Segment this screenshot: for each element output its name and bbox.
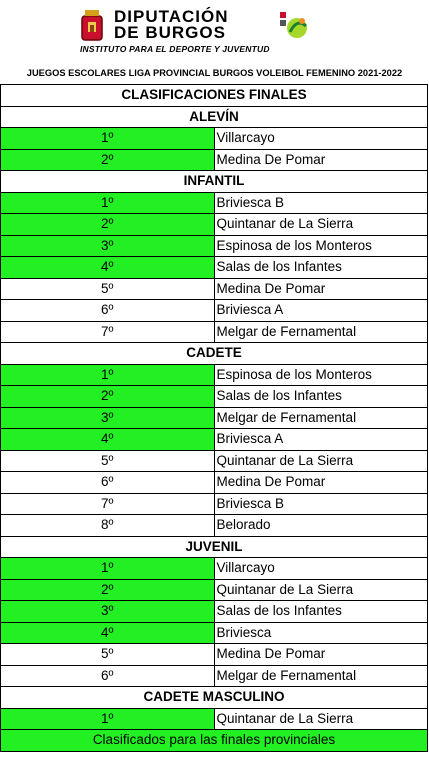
position-cell: 2º bbox=[1, 214, 215, 236]
document-title: JUEGOS ESCOLARES LIGA PROVINCIAL BURGOS VOLEIBOL FEMENINO 2021-2022 bbox=[26, 68, 403, 78]
position-cell: 5º bbox=[1, 278, 215, 300]
team-cell: Espinosa de los Monteros bbox=[214, 364, 428, 386]
table-row bbox=[1, 257, 428, 279]
position-cell: 1º bbox=[1, 558, 215, 580]
category-heading: JUVENIL bbox=[1, 536, 428, 558]
table-row bbox=[1, 300, 428, 322]
position-cell: 6º bbox=[1, 472, 215, 494]
table-row bbox=[1, 472, 428, 494]
team-cell: Villarcayo bbox=[214, 128, 428, 150]
table-row bbox=[1, 665, 428, 687]
table-heading: CLASIFICACIONES FINALES bbox=[1, 85, 428, 107]
table-row bbox=[1, 192, 428, 214]
position-cell: 4º bbox=[1, 429, 215, 451]
category-row bbox=[1, 687, 428, 709]
team-cell: Briviesca A bbox=[214, 429, 428, 451]
team-cell: Belorado bbox=[214, 515, 428, 537]
category-heading: CADETE bbox=[1, 343, 428, 365]
table-row bbox=[1, 386, 428, 408]
team-cell: Quintanar de La Sierra bbox=[214, 579, 428, 601]
table-row bbox=[1, 407, 428, 429]
team-cell: Medina De Pomar bbox=[214, 278, 428, 300]
team-cell: Villarcayo bbox=[214, 558, 428, 580]
team-cell: Briviesca B bbox=[214, 493, 428, 515]
table-row bbox=[1, 128, 428, 150]
position-cell: 1º bbox=[1, 192, 215, 214]
institute-logo-icon bbox=[280, 12, 310, 42]
team-cell: Briviesca A bbox=[214, 300, 428, 322]
position-cell: 6º bbox=[1, 665, 215, 687]
category-heading: ALEVÍN bbox=[1, 106, 428, 128]
position-cell: 2º bbox=[1, 579, 215, 601]
category-row bbox=[1, 536, 428, 558]
team-cell: Medina De Pomar bbox=[214, 472, 428, 494]
team-cell: Quintanar de La Sierra bbox=[214, 214, 428, 236]
team-cell: Salas de los Infantes bbox=[214, 601, 428, 623]
table-row bbox=[1, 644, 428, 666]
team-cell: Briviesca B bbox=[214, 192, 428, 214]
team-cell: Melgar de Fernamental bbox=[214, 407, 428, 429]
position-cell: 6º bbox=[1, 300, 215, 322]
legend-qualified: Clasificados para las finales provinciales bbox=[1, 730, 428, 752]
team-cell: Briviesca bbox=[214, 622, 428, 644]
category-heading: CADETE MASCULINO bbox=[1, 687, 428, 709]
table-row bbox=[1, 149, 428, 171]
table-row bbox=[1, 278, 428, 300]
footer-row bbox=[1, 730, 428, 752]
position-cell: 3º bbox=[1, 601, 215, 623]
position-cell: 3º bbox=[1, 235, 215, 257]
category-heading: INFANTIL bbox=[1, 171, 428, 193]
position-cell: 7º bbox=[1, 493, 215, 515]
table-row bbox=[1, 708, 428, 730]
position-cell: 1º bbox=[1, 128, 215, 150]
heading-row bbox=[1, 85, 428, 107]
position-cell: 8º bbox=[1, 515, 215, 537]
position-cell: 2º bbox=[1, 386, 215, 408]
table-row bbox=[1, 364, 428, 386]
position-cell: 4º bbox=[1, 257, 215, 279]
team-cell: Medina De Pomar bbox=[214, 149, 428, 171]
position-cell: 5º bbox=[1, 644, 215, 666]
table-row bbox=[1, 622, 428, 644]
table-row bbox=[1, 321, 428, 343]
team-cell: Salas de los Infantes bbox=[214, 386, 428, 408]
position-cell: 3º bbox=[1, 407, 215, 429]
table-row bbox=[1, 214, 428, 236]
position-cell: 5º bbox=[1, 450, 215, 472]
team-cell: Salas de los Infantes bbox=[214, 257, 428, 279]
category-row bbox=[1, 343, 428, 365]
table-row bbox=[1, 558, 428, 580]
brand-name-line1: DIPUTACIÓN bbox=[114, 7, 229, 26]
table-row bbox=[1, 515, 428, 537]
position-cell: 7º bbox=[1, 321, 215, 343]
team-cell: Quintanar de La Sierra bbox=[214, 450, 428, 472]
standings-table bbox=[0, 84, 428, 752]
table-row bbox=[1, 579, 428, 601]
table-row bbox=[1, 429, 428, 451]
header-banner bbox=[0, 0, 429, 60]
team-cell: Melgar de Fernamental bbox=[214, 665, 428, 687]
team-cell: Quintanar de La Sierra bbox=[214, 708, 428, 730]
brand-name-line2: DE BURGOS bbox=[114, 23, 226, 42]
position-cell: 2º bbox=[1, 149, 215, 171]
position-cell: 4º bbox=[1, 622, 215, 644]
table-row bbox=[1, 450, 428, 472]
team-cell: Espinosa de los Monteros bbox=[214, 235, 428, 257]
category-row bbox=[1, 171, 428, 193]
team-cell: Melgar de Fernamental bbox=[214, 321, 428, 343]
coat-of-arms-icon bbox=[79, 10, 105, 44]
table-row bbox=[1, 493, 428, 515]
position-cell: 1º bbox=[1, 364, 215, 386]
table-row bbox=[1, 601, 428, 623]
table-row bbox=[1, 235, 428, 257]
position-cell: 1º bbox=[1, 708, 215, 730]
institute-subtitle: INSTITUTO PARA EL DEPORTE Y JUVENTUD bbox=[80, 44, 270, 54]
category-row bbox=[1, 106, 428, 128]
team-cell: Medina De Pomar bbox=[214, 644, 428, 666]
